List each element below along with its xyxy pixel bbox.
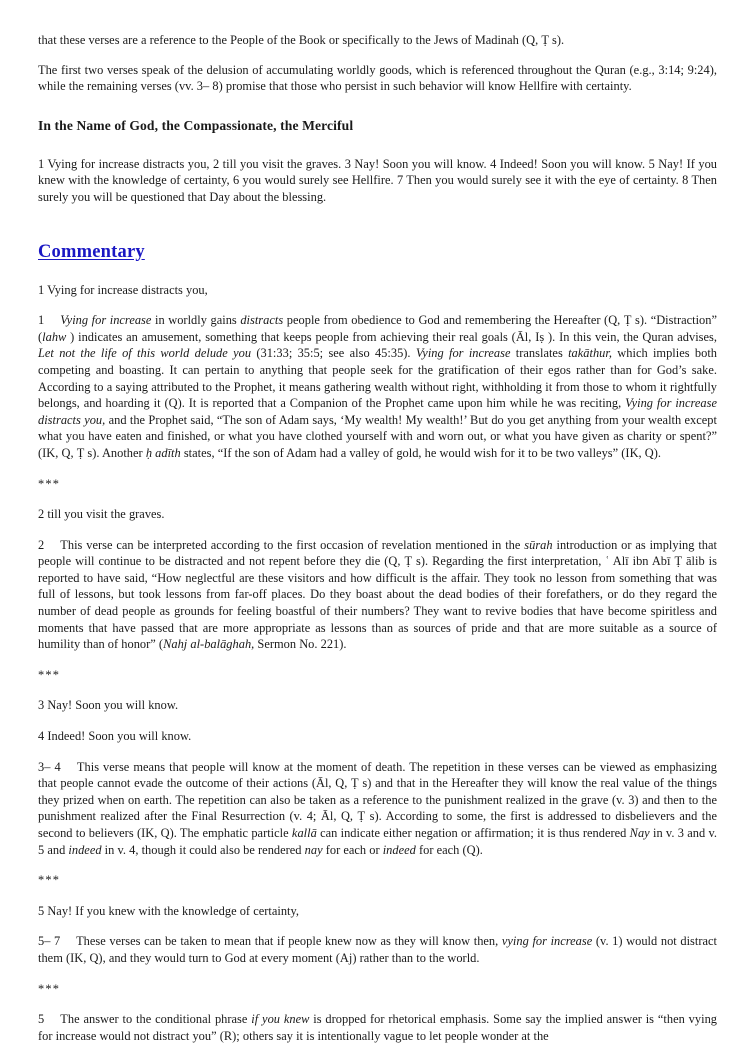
- emphasis-text: Vying for increase: [60, 313, 152, 328]
- verse-line: 5 Nay! If you knew with the knowledge of certainty,: [38, 903, 300, 918]
- verse-line: 4 Indeed! Soon you will know.: [38, 729, 192, 744]
- commentary-paragraph: [38, 759, 717, 859]
- basmalah-heading: In the Name of God, the Compassionate, the Merciful: [38, 117, 354, 133]
- body-text: The answer to the conditional phrase: [60, 1012, 252, 1027]
- body-text: translates: [510, 346, 569, 361]
- commentary-paragraph: [38, 312, 717, 461]
- body-text: in worldly gains: [151, 313, 241, 328]
- verse-number-marker: 3– 4: [38, 759, 77, 774]
- verse-line: 1 Vying for increase distracts you,: [38, 282, 208, 297]
- emphasis-text: Let not the life of this world delude you: [38, 346, 252, 361]
- body-text: is dropped for rhetorical emphasis. Some say the implied answer is “then vying for increase would not distract you” (R); others say it is intentionally vague to let people wonder at the: [38, 1012, 717, 1043]
- emphasis-text: indeed: [68, 842, 102, 857]
- emphasis-text: if you knew: [251, 1012, 310, 1027]
- body-text: (v. 1) would not distract them (IK, Q), and they would turn to God at every moment (Aj) rather than to the world.: [38, 934, 717, 965]
- intro-text-two-b: 8) promise that those who persist in such behavior will know Hellfire with certainty.: [212, 79, 632, 94]
- verse-line: 3 Nay! Soon you will know.: [38, 698, 179, 713]
- body-text: This verse means that people will know at the moment of death. The repetition in these verses can be viewed as emphasizing that people cannot evade the outcome of their actions (Āl, Q, Ṭ s) and that in the Hereafter they will know the real value of the things they prized when on earth. The repetition can also be taken as a reference to the punishment realized in the grave (v. 3) and then to the punishment realized after the Final Resurrection (v. 4; Āl, Q, Ṭ s). According to some, the first is addressed to disbelievers and the second to believers (IK, Q). The emphatic particle: [38, 759, 717, 840]
- verse-line: 2 till you visit the graves.: [38, 507, 165, 522]
- emphasis-text: indeed: [382, 842, 416, 857]
- body-text: can indicate either negation or affirmation; it is thus rendered: [316, 826, 630, 840]
- intro-paragraph-continued: [38, 32, 717, 49]
- section-separator: ***: [38, 476, 61, 491]
- body-text: introduction or as implying that people will continue to be distracted and not repent before they die (Q, Ṭ s). Regarding the first interpretation, ʿ Alī ibn Abī Ṭ ālib is reported to have said, “How neglectful are these visitors and how difficult is the affair. They took no lesson from something that was full of lessons, but took lessons from far-off places. Do they boast about the dead bodies of their forefathers, or do they regard the number of dead people as grounds for feeling boastful of their numbers? They want to revive bodies that have become spiritless and moments that have passed that are more appropriate as lessons than as sources of pride and that are more suitable as a source of humility than of honor” (: [38, 537, 718, 652]
- body-text: people from obedience to God and remembering the Hereafter (Q, Ṭ s). “Distraction” (: [38, 313, 718, 344]
- quran-verses-block: 1 Vying for increase distracts you, 2 till you visit the graves. 3 Nay! Soon you will know. 4 Indeed! Soon you will know. 5 Nay! If you knew with the knowledge of certainty, 6 you would surely see Hellfire. 7 Then you would surely see it with the eye of certainty. 8 Then surely you will be questioned that Day about the blessing.: [38, 156, 717, 204]
- section-separator: ***: [38, 667, 61, 682]
- body-text: These verses can be taken to mean that if people knew now as they will know then,: [76, 934, 502, 949]
- emphasis-text: vying for increase: [501, 934, 593, 949]
- emphasis-text: lahw: [42, 329, 67, 344]
- emphasis-text: Vying for increase: [415, 346, 511, 361]
- commentary-paragraph: [38, 933, 717, 966]
- emphasis-text: ḥ adīth: [145, 445, 181, 460]
- body-text: ) indicates an amusement, something that keeps people from achieving their real goals (Āl, Iṣ ). In this vein, the Quran advises,: [66, 329, 717, 344]
- commentary-sections: [38, 282, 717, 1045]
- commentary-heading: Commentary: [38, 241, 145, 262]
- verse-number-marker: 5– 7: [38, 934, 77, 949]
- emphasis-text: Nahj al-balāghah,: [163, 637, 255, 652]
- body-text: for each or: [322, 842, 383, 857]
- emphasis-text: distracts: [240, 313, 284, 328]
- body-text: which implies both competing and boasting. It can pertain to anything that people seek for the gratification of their egos rather than for God’s sake. According to a saying attributed to the Prophet, it means gathering wealth without right, withholding it from those to whom it rightfully belongs, and hoarding it (Q). It is reported that a Companion of the Prophet came upon him while he was reciting,: [38, 346, 718, 411]
- emphasis-text: sūrah: [524, 537, 553, 552]
- body-text: This verse can be interpreted according to the first occasion of revelation mentioned in the: [60, 537, 525, 552]
- intro-paragraph-two: [38, 62, 717, 95]
- verse-number-marker: 1: [38, 313, 61, 328]
- emphasis-text: kallā: [291, 826, 317, 840]
- body-text: (31:33; 35:5; see also 45:35).: [251, 346, 416, 361]
- intro-text-two-a: The first two verses speak of the delusion of accumulating worldly goods, which is referenced throughout the Quran (e.g., 3:14; 9:24), while the remaining verses (vv. 3: [38, 62, 717, 94]
- verse-number-marker: 2: [38, 537, 61, 552]
- verse-number-marker: 5: [38, 1012, 61, 1027]
- body-text: in v. 4, though it could also be rendered: [101, 842, 305, 857]
- commentary-heading-wrapper: [38, 220, 717, 282]
- emphasis-text: Nay: [629, 826, 650, 840]
- emphasis-text: takāthur,: [568, 346, 612, 361]
- en-dash: –: [203, 79, 213, 94]
- intro-text-continued: that these verses are a reference to the People of the Book or specifically to the Jews of Madinah (Q, Ṭ s).: [38, 33, 565, 47]
- commentary-paragraph: [38, 537, 717, 653]
- body-text: for each (Q).: [415, 842, 483, 857]
- emphasis-text: Vying for increase distracts you,: [38, 396, 717, 427]
- body-text: states, “If the son of Adam had a valley of gold, he would wish for it to be two valleys” (IK, Q).: [180, 445, 662, 460]
- body-text: in v. 3 and v. 5 and: [38, 826, 717, 857]
- emphasis-text: nay: [304, 842, 323, 857]
- commentary-paragraph: [38, 1011, 717, 1044]
- section-separator: ***: [38, 981, 61, 996]
- body-text: and the Prophet said, “The son of Adam says, ‘My wealth! My wealth!’ But do you get anything from your wealth except what you have eaten and finished, or what you have clothed yourself with and worn out, or what you have given as charity or spent?” (IK, Q, Ṭ s). Another: [38, 412, 717, 460]
- body-text: Sermon No. 221).: [254, 637, 347, 652]
- section-separator: ***: [38, 873, 61, 888]
